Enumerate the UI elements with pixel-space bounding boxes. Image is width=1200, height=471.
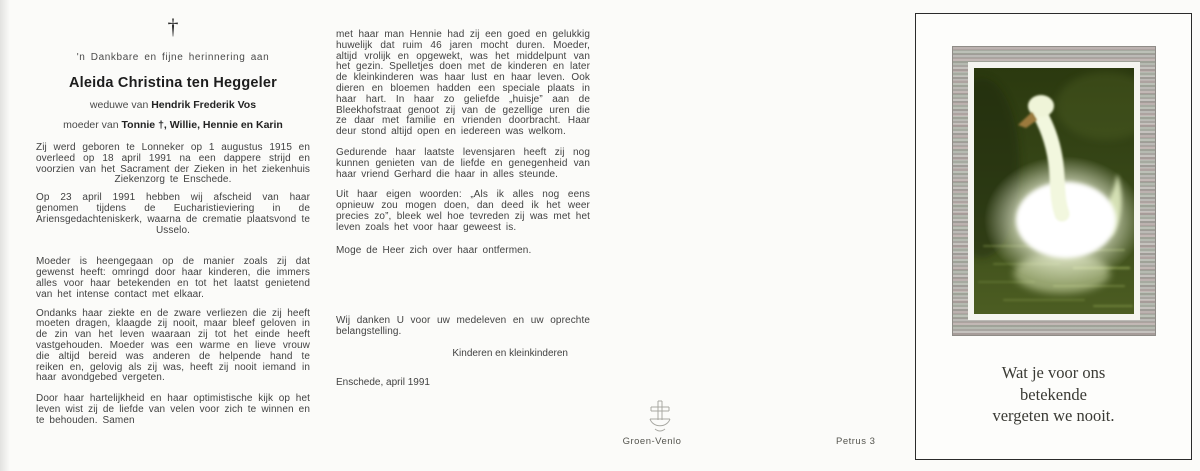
- widow-line: [36, 99, 310, 111]
- printer-mark-icon: [646, 398, 674, 441]
- remembrance-verse: [916, 362, 1191, 427]
- paragraph-birth-death: Zij werd geboren te Lonneker op 1 augustus 1915 en overleed op 18 april 1991 na een dappere strijd en voorzien van het Sacrament der Zieken in het ziekenhuis Ziekenzorg te Enschede.: [36, 142, 310, 186]
- silver-photo-frame: [952, 46, 1156, 336]
- paragraph-warmth: Door haar hartelijkheid en haar optimistische kijk op het leven wist zij de liefde van velen voor zich te winnen en te behouden. Samen: [36, 393, 310, 426]
- widow-prefix: weduwe van: [89, 99, 149, 111]
- place-date-line: Enschede, april 1991: [336, 376, 430, 388]
- paragraph-character: Ondanks haar ziekte en de zware verliezen die zij heeft moeten dragen, klaagde zij nooit, maar bleef geloven in de zin van het leven waaraan zij tot het einde heeft vastgehouden. Moeder was een warme en lieve vrouw die altijd bereid was anderen de helpende hand te reiken en, gelovig als zij was, heeft zij nooit iemand in haar avondgebed vergeten.: [36, 307, 310, 384]
- paragraph-passing: Moeder is heengegaan op de manier zoals zij dat gewenst heeft: omringd door haar kinderen, die immers alles voor haar betekenden en tot het laatst genietend van het intense contact met elkaar.: [36, 256, 310, 300]
- swan-photo: [974, 68, 1134, 314]
- mother-children-names: Tonnie †, Willie, Hennie en Karin: [121, 119, 283, 131]
- thanks-line: Wij danken U voor uw medeleven en uw oprechte belangstelling.: [336, 315, 590, 338]
- paragraph-funeral: Op 23 april 1991 hebben wij afscheid van haar genomen tijdens de Eucharistieviering in de Ariensgedachteniskerk, waarna de crematie plaatsvond te Usselo.: [36, 192, 310, 236]
- mother-line: [36, 119, 310, 131]
- verse-line-2: betekende: [1020, 384, 1087, 404]
- cross-icon: †: [167, 14, 179, 39]
- deceased-name: Aleida Christina ten Heggeler: [68, 75, 278, 91]
- printer-name: Groen-Venlo: [622, 436, 682, 447]
- series-label: Petrus 3: [836, 436, 876, 447]
- intro-line: 'n Dankbare en fijne herinnering aan: [76, 52, 270, 63]
- front-card: [915, 13, 1192, 460]
- paragraph-marriage: met haar man Hennie had zij een goed en gelukkig huwelijk dat ruim 46 jaren mocht duren. Moeder, altijd vrolijk en opgewekt, was het middelpunt van het gezin. Spelletjes doen met de kinderen en later de kleinkinderen was haar lust en haar leven. Ook dieren en bloemen hadden een speciale plaats in haar hart. In haar zo geliefde „huisje” aan de Bleekhofstraat genoot zij van de gezellige uren die ze daar met familie en vrienden doorbracht. Haar deur stond altijd open en iedereen was welkom.: [336, 29, 590, 138]
- verse-line-3: vergeten we nooit.: [992, 406, 1115, 425]
- scan-edge-shadow: [0, 0, 10, 471]
- left-panel: [36, 12, 310, 427]
- paragraph-prayer: Moge de Heer zich over haar ontfermen.: [336, 244, 532, 256]
- photo-mat: [968, 62, 1140, 320]
- verse-line-1: Wat je voor ons: [1001, 363, 1106, 382]
- paragraph-own-words: Uit haar eigen woorden: „Als ik alles nog eens opnieuw zou mogen doen, dan deed ik het weer precies zo”, bleek wel hoe tevreden zij was met het leven zoals het voor haar geweest is.: [336, 189, 590, 233]
- middle-panel: [336, 30, 590, 388]
- signature-line: Kinderen en kleinkinderen: [452, 347, 568, 359]
- mother-prefix: moeder van: [63, 119, 119, 131]
- paragraph-last-years: Gedurende haar laatste levensjaren heeft zij nog kunnen genieten van de liefde en genegenheid van haar vriend Gerhard die haar in alles steunde.: [336, 146, 590, 180]
- widow-husband-name: Hendrik Frederik Vos: [151, 99, 257, 111]
